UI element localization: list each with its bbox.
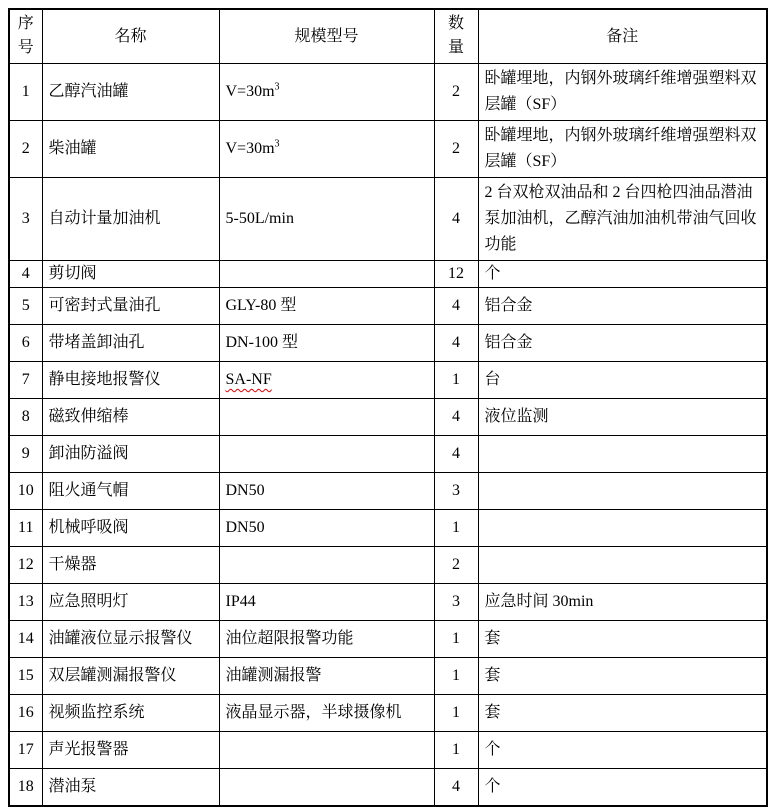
spec-text-spellchecked: SA-NF (225, 371, 272, 388)
table-row (9, 658, 767, 695)
cell-remark: 应急时间 30min (478, 584, 767, 621)
cell-name: 带堵盖卸油孔 (42, 325, 219, 362)
cell-qty: 1 (434, 695, 478, 732)
spec-text: GLY-80 型 (225, 297, 297, 314)
cell-spec (219, 399, 434, 436)
table-row (9, 288, 767, 325)
cell-qty: 1 (434, 732, 478, 769)
cell-spec (219, 695, 434, 732)
cell-remark: 台 (478, 362, 767, 399)
cell-index: 4 (9, 261, 42, 288)
cell-index: 7 (9, 362, 42, 399)
cell-remark (478, 436, 767, 473)
cell-qty: 1 (434, 621, 478, 658)
cell-remark: 液位监测 (478, 399, 767, 436)
table-row (9, 362, 767, 399)
cell-qty: 12 (434, 261, 478, 288)
cell-index: 18 (9, 769, 42, 806)
header-qty-label: 数量 (448, 15, 465, 56)
cell-spec (219, 436, 434, 473)
cell-qty: 3 (434, 473, 478, 510)
cell-name: 潜油泵 (42, 769, 219, 806)
table-row (9, 261, 767, 288)
cell-remark: 套 (478, 621, 767, 658)
cell-name: 柴油罐 (42, 121, 219, 178)
cell-index: 6 (9, 325, 42, 362)
cell-name: 双层罐测漏报警仪 (42, 658, 219, 695)
cell-qty: 1 (434, 510, 478, 547)
cell-index: 12 (9, 547, 42, 584)
cell-spec (219, 178, 434, 261)
spec-text: 5-50L/min (225, 210, 294, 227)
cell-spec (219, 732, 434, 769)
spec-text: 油位超限报警功能 (225, 630, 354, 647)
header-remark: 备注 (478, 9, 767, 64)
cell-index: 2 (9, 121, 42, 178)
cell-qty: 4 (434, 399, 478, 436)
cell-remark: 卧罐埋地，内钢外玻璃纤维增强塑料双层罐（SF） (478, 121, 767, 178)
table-row (9, 64, 767, 121)
header-row (9, 9, 767, 64)
cell-name: 磁致伸缩棒 (42, 399, 219, 436)
spec-superscript: 3 (274, 138, 280, 150)
cell-qty: 2 (434, 121, 478, 178)
cell-qty: 4 (434, 769, 478, 806)
cell-spec (219, 64, 434, 121)
cell-spec (219, 473, 434, 510)
cell-qty: 4 (434, 178, 478, 261)
cell-index: 14 (9, 621, 42, 658)
cell-name: 自动计量加油机 (42, 178, 219, 261)
cell-name: 卸油防溢阀 (42, 436, 219, 473)
cell-spec (219, 769, 434, 806)
table-row (9, 584, 767, 621)
cell-index: 9 (9, 436, 42, 473)
header-index-label: 序号 (17, 15, 34, 56)
spec-text: V=30m (225, 83, 275, 100)
cell-remark: 卧罐埋地，内钢外玻璃纤维增强塑料双层罐（SF） (478, 64, 767, 121)
cell-name: 阻火通气帽 (42, 473, 219, 510)
cell-spec (219, 510, 434, 547)
table-row (9, 436, 767, 473)
spec-text: IP44 (225, 593, 256, 610)
spec-text: 油罐测漏报警 (225, 667, 322, 684)
cell-name: 油罐液位显示报警仪 (42, 621, 219, 658)
cell-spec (219, 584, 434, 621)
cell-qty: 1 (434, 658, 478, 695)
cell-name: 机械呼吸阀 (42, 510, 219, 547)
cell-index: 17 (9, 732, 42, 769)
table-row (9, 621, 767, 658)
cell-remark: 铝合金 (478, 288, 767, 325)
cell-remark: 个 (478, 732, 767, 769)
cell-spec (219, 621, 434, 658)
cell-index: 3 (9, 178, 42, 261)
header-qty (434, 9, 478, 64)
table-row (9, 732, 767, 769)
cell-index: 8 (9, 399, 42, 436)
cell-qty: 3 (434, 584, 478, 621)
cell-qty: 4 (434, 288, 478, 325)
cell-remark: 套 (478, 695, 767, 732)
cell-name: 声光报警器 (42, 732, 219, 769)
cell-remark: 铝合金 (478, 325, 767, 362)
cell-qty: 2 (434, 547, 478, 584)
cell-name: 可密封式量油孔 (42, 288, 219, 325)
table-row (9, 695, 767, 732)
spec-text: V=30m (225, 140, 275, 157)
cell-index: 16 (9, 695, 42, 732)
cell-spec (219, 547, 434, 584)
cell-index: 13 (9, 584, 42, 621)
cell-index: 15 (9, 658, 42, 695)
cell-spec (219, 121, 434, 178)
table-row (9, 399, 767, 436)
cell-index: 5 (9, 288, 42, 325)
cell-remark: 个 (478, 261, 767, 288)
header-spec: 规模型号 (219, 9, 434, 64)
table-row (9, 473, 767, 510)
table-row (9, 325, 767, 362)
cell-qty: 4 (434, 325, 478, 362)
cell-remark: 个 (478, 769, 767, 806)
cell-qty: 2 (434, 64, 478, 121)
cell-name: 干燥器 (42, 547, 219, 584)
cell-name: 乙醇汽油罐 (42, 64, 219, 121)
table-row (9, 121, 767, 178)
cell-remark: 套 (478, 658, 767, 695)
cell-spec (219, 288, 434, 325)
cell-index: 1 (9, 64, 42, 121)
cell-index: 11 (9, 510, 42, 547)
cell-spec (219, 658, 434, 695)
table-row (9, 769, 767, 806)
cell-spec (219, 325, 434, 362)
table-row (9, 547, 767, 584)
spec-text: DN-100 型 (225, 334, 298, 351)
spec-text: DN50 (225, 519, 265, 536)
header-name: 名称 (42, 9, 219, 64)
equipment-table (8, 8, 768, 807)
spec-text: DN50 (225, 482, 265, 499)
cell-remark (478, 547, 767, 584)
table-row (9, 510, 767, 547)
cell-name: 剪切阀 (42, 261, 219, 288)
cell-remark (478, 510, 767, 547)
spec-text: 液晶显示器，半球摄像机 (225, 704, 402, 721)
cell-name: 静电接地报警仪 (42, 362, 219, 399)
cell-index: 10 (9, 473, 42, 510)
table-row (9, 178, 767, 261)
cell-spec (219, 362, 434, 399)
cell-qty: 4 (434, 436, 478, 473)
spec-superscript: 3 (274, 81, 280, 93)
cell-remark (478, 473, 767, 510)
header-index (9, 9, 42, 64)
cell-name: 视频监控系统 (42, 695, 219, 732)
cell-qty: 1 (434, 362, 478, 399)
cell-name: 应急照明灯 (42, 584, 219, 621)
cell-remark: 2 台双枪双油品和 2 台四枪四油品潜油泵加油机，乙醇汽油加油机带油气回收功能 (478, 178, 767, 261)
cell-spec (219, 261, 434, 288)
